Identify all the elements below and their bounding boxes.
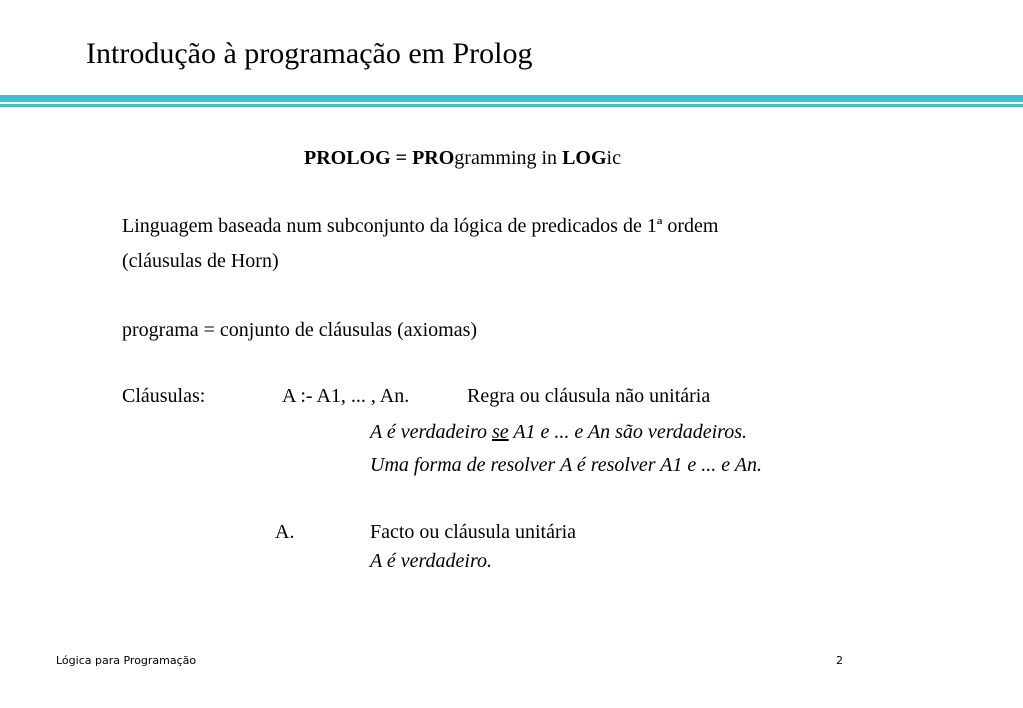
heading-gramming: gramming in <box>454 147 563 169</box>
language-description-line1: Linguagem baseada num subconjunto da lógica de predicados de 1ª ordem <box>122 215 719 237</box>
rule-clause-description: Regra ou cláusula não unitária <box>467 385 711 407</box>
heading-ic: ic <box>606 147 621 169</box>
rule-meaning-post: A1 e ... e An são verdadeiros. <box>508 421 747 443</box>
rule-resolution: Uma forma de resolver A é resolver A1 e ... e An. <box>370 454 762 476</box>
rule-meaning-se: se <box>492 421 509 443</box>
rule-meaning <box>370 420 747 444</box>
clauses-label: Cláusulas: <box>122 385 206 407</box>
footer-course-title: Lógica para Programação <box>56 654 197 667</box>
program-definition: programa = conjunto de cláusulas (axiomas) <box>122 319 478 341</box>
title-divider-thin <box>0 104 1023 107</box>
rule-clause-form: A :- A1, ... , An. <box>282 385 410 407</box>
heading-bold-pro: PROLOG = PRO <box>304 147 455 169</box>
prolog-acronym-heading <box>304 146 621 170</box>
heading-bold-log: LOG <box>562 147 607 169</box>
fact-meaning: A é verdadeiro. <box>370 550 493 572</box>
slide-title: Introdução à programação em Prolog <box>86 37 533 70</box>
page-number: 2 <box>836 654 843 667</box>
rule-meaning-pre: A é verdadeiro <box>370 421 493 443</box>
fact-form: A. <box>275 521 295 543</box>
title-divider-thick <box>0 95 1023 102</box>
language-description-line2: (cláusulas de Horn) <box>122 250 279 272</box>
fact-description: Facto ou cláusula unitária <box>370 521 577 543</box>
